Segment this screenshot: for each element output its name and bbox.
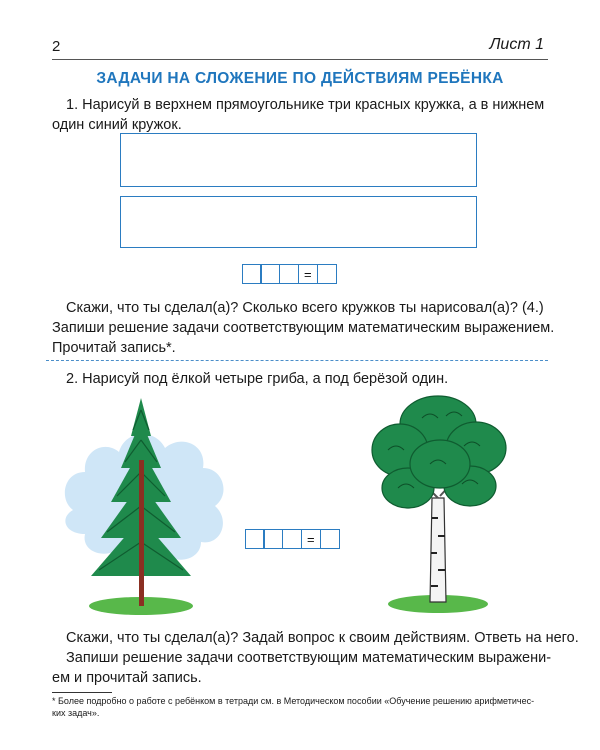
- footnote-rule: [52, 692, 112, 693]
- page-number: 2: [52, 38, 61, 55]
- header-rule: [52, 59, 548, 60]
- task1-question-line2: Запиши решение задачи соответствующим математическим выражением.: [52, 320, 555, 336]
- task2-question-line1: Скажи, что ты сделал(а)? Задай вопрос к своим действиям. Ответь на него.: [66, 630, 579, 646]
- equals-sign-cell: =: [298, 264, 318, 284]
- task2-question-line3: ем и прочитай запись.: [52, 670, 202, 686]
- spruce-illustration: [55, 390, 235, 622]
- equation-cell[interactable]: [242, 264, 262, 284]
- page-title: ЗАДАЧИ НА СЛОЖЕНИЕ ПО ДЕЙСТВИЯМ РЕБЁНКА: [96, 70, 504, 87]
- footnote-line2: ких задач».: [52, 708, 100, 718]
- task2-equation: [246, 529, 340, 549]
- spruce-trunk: [139, 460, 144, 606]
- footnote-line1: * Более подробно о работе с ребёнком в тетради см. в Методическом пособии «Обучение решению арифметичес-: [52, 696, 535, 706]
- equals-sign-cell: =: [301, 529, 321, 549]
- equation-cell[interactable]: [245, 529, 265, 549]
- task1-question-line3: Прочитай запись*.: [52, 340, 176, 356]
- equation-cell[interactable]: [320, 529, 340, 549]
- task1-question-line1: Скажи, что ты сделал(а)? Сколько всего кружков ты нарисовал(а)? (4.): [66, 300, 544, 316]
- birch-illustration: [352, 388, 532, 620]
- equation-cell[interactable]: [260, 264, 280, 284]
- equation-cell[interactable]: [263, 529, 283, 549]
- equation-cell[interactable]: [317, 264, 337, 284]
- bottom-drawing-rectangle[interactable]: [120, 196, 477, 248]
- sheet-label: Лист 1: [489, 36, 544, 53]
- top-drawing-rectangle[interactable]: [120, 133, 477, 187]
- footnote: [52, 695, 552, 719]
- equation-cell[interactable]: [282, 529, 302, 549]
- task1-instruction-line1: 1. Нарисуй в верхнем прямоугольнике три красных кружка, а в нижнем: [66, 97, 545, 113]
- equation-cell[interactable]: [279, 264, 299, 284]
- task2-question-line2: Запиши решение задачи соответствующим математическим выражени-: [66, 650, 552, 666]
- task1-equation: [243, 264, 337, 284]
- section-divider: [46, 360, 548, 361]
- task1-instruction-line2: один синий кружок.: [52, 117, 182, 133]
- task2-instruction: 2. Нарисуй под ёлкой четыре гриба, а под берёзой один.: [66, 371, 449, 387]
